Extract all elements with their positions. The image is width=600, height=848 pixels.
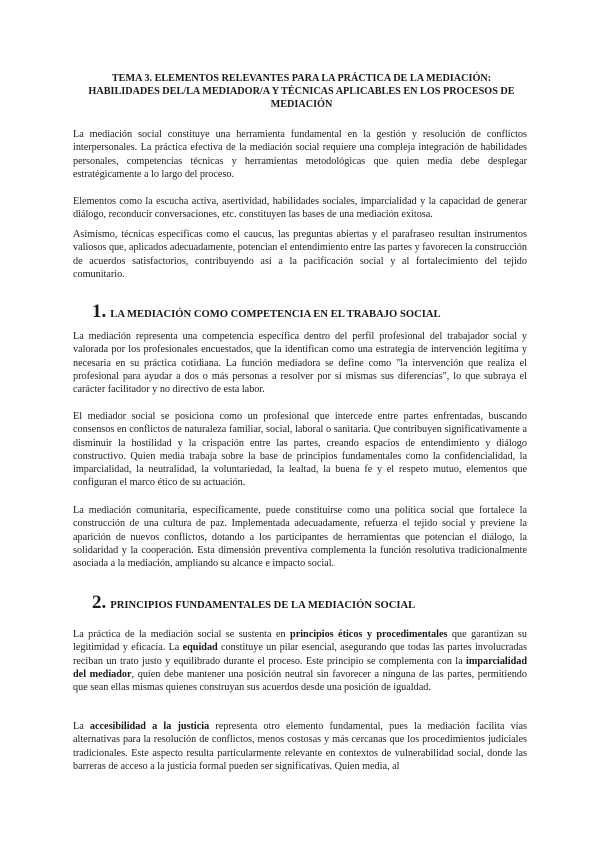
- bold-access-to-justice: accesibilidad a la justicia: [89, 721, 210, 732]
- bold-impartiality: imparcialidad del mediador: [73, 655, 527, 680]
- section-2-title: PRINCIPIOS FUNDAMENTALES DE LA MEDIACIÓN SOCIAL: [110, 600, 416, 611]
- section-1-heading: [92, 301, 441, 323]
- intro-paragraph-2: Elementos como la escucha activa, asertividad, habilidades sociales, imparcialidad y la capacidad de generar diálogo, reconducir conversaciones, etc. constituyen las bases de una mediación exitosa.: [73, 196, 527, 221]
- section-1-title: LA MEDIACIÓN COMO COMPETENCIA EN EL TRABAJO SOCIAL: [110, 309, 441, 320]
- section-2-heading: [92, 592, 415, 614]
- section-1-paragraph-3: La mediación comunitaria, específicamente, puede constituirse como una política social que fortalece la construcción de una cultura de paz. Implementada adecuadamente, refuerza el tejido social y previene la aparición de nuevos conflictos, dotando a los participantes de herramientas que potencian el diálogo, la solidaridad y la cooperación. Esta dimensión preventiva complementa la función resolutiva tradicionalmente asociada a la mediación, ampliando su alcance e impacto social.: [73, 505, 527, 570]
- bold-ethical-principles: principios éticos y procedimentales: [290, 629, 448, 640]
- document-title: TEMA 3. ELEMENTOS RELEVANTES PARA LA PRÁCTICA DE LA MEDIACIÓN: HABILIDADES DEL/LA MEDIADOR/A Y TÉCNICAS APLICABLES EN LOS PROCESOS DE MEDIACIÓN: [88, 73, 515, 110]
- section-1-number: 1.: [92, 301, 107, 322]
- section-2-paragraph-2: La accesibilidad a la justicia representa otro elemento fundamental, pues la mediación facilita vías alternativas para la resolución de conflictos, menos costosas y más cercanas que los procedimientos judiciales tradicionales. Este aspecto resulta particularmente relevante en contextos de vulnerabilidad social, donde las barreras de acceso a la justicia formal pueden ser significativas. Quien media, al: [73, 721, 527, 772]
- bold-equity: equidad: [182, 642, 218, 654]
- intro-paragraph-3: Asimismo, técnicas específicas como el caucus, las preguntas abiertas y el parafraseo resultan instrumentos valiosos que, aplicados adecuadamente, potencian el entendimiento entre las partes y favorecen la construcción de acuerdos satisfactorios, contribuyendo así a la pacificación social y al fortalecimiento del tejido comunitario.: [73, 229, 527, 280]
- section-2-number: 2.: [92, 592, 107, 613]
- section-1-paragraph-1: La mediación representa una competencia específica dentro del perfil profesional del trabajador social y valorada por los profesionales encuestados, que la identifican como una estrategia de intervención legítima y necesaria en su práctica cotidiana. La función mediadora se define como "la intervención que realiza el profesional para ayudar a dos o más personas a resolver por sí mismas sus diferencias", lo que subraya el carácter facilitador y no directivo de esta labor.: [73, 331, 527, 396]
- section-1-paragraph-2: El mediador social se posiciona como un profesional que intercede entre partes enfrentadas, buscando consensos en conflictos de naturaleza familiar, social, laboral o sanitaria. Que contribuyen significativamente a disminuir la hostilidad y la crispación entre las partes, creando espacios de entendimiento y diálogo constructivo. Quien media trabaja sobre la base de principios fundamentales como la confidencialidad, la imparcialidad, la neutralidad, la voluntariedad, la lealtad, la buena fe y el respeto mutuo, elementos que configuran el marco ético de su actuación.: [73, 411, 527, 489]
- section-2-paragraph-1: La práctica de la mediación social se sustenta en principios éticos y procedimentales que garantizan su legitimidad y eficacia. La equidad constituye un pilar esencial, asegurando que todas las partes involucradas reciban un trato justo y equilibrado durante el proceso. Este principio se complementa con la imparcialidad del mediador, quien debe mantener una posición neutral sin favorecer a ninguna de las partes, permitiendo que sean ellas mismas quienes construyan sus acuerdos desde una posición de igualdad.: [73, 629, 527, 694]
- intro-paragraph-1: La mediación social constituye una herramienta fundamental en la gestión y resolución de conflictos interpersonales. La práctica efectiva de la mediación social requiere una compleja integración de habilidades personales, competencias técnicas y herramientas metodológicas que quien media debe desplegar estratégicamente a lo largo del proceso.: [73, 129, 527, 180]
